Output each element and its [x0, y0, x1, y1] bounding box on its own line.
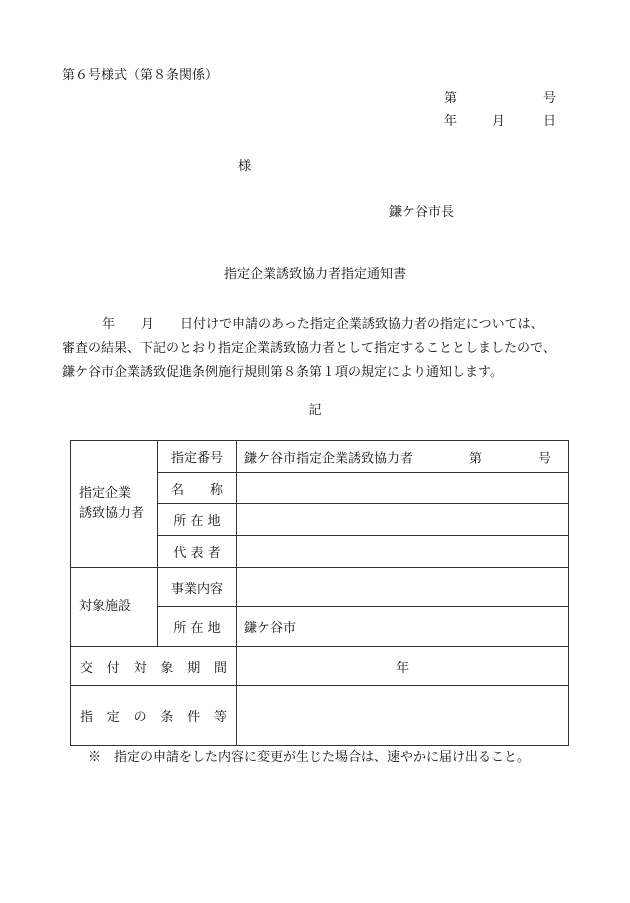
group-label-target-facility: 対象施設 [71, 568, 158, 647]
date-day: 日 [542, 114, 556, 129]
row-label-designation-number: 指定番号 [158, 441, 237, 473]
row-label-address: 所 在 地 [158, 504, 237, 536]
number-prefix: 第 [444, 91, 458, 106]
table-row [71, 647, 569, 686]
row-label-representative: 代 表 者 [158, 536, 237, 568]
row-label-business-content: 事業内容 [158, 568, 237, 607]
row-label-facility-address: 所 在 地 [158, 607, 237, 647]
business-content-value [237, 568, 569, 607]
body-line-1: 年 月 日付けで申請のあった指定企業誘致協力者の指定については、 [102, 317, 544, 332]
conditions-value [237, 686, 569, 746]
footnote: ※ 指定の申請をした内容に変更が生じた場合は、速やかに届け出ること。 [88, 750, 531, 765]
grant-period-value: 年 [237, 647, 569, 686]
table-row [71, 441, 569, 473]
body-line-3: 鎌ケ谷市企業誘致促進条例施行規則第８条第１項の規定により通知します。 [62, 365, 503, 380]
body-text [62, 313, 562, 385]
group-label-designated-cooperator: 指定企業 誘致協力者 [71, 441, 158, 568]
document-title: 指定企業誘致協力者指定通知書 [223, 267, 406, 282]
row-label-name: 名 称 [158, 473, 237, 504]
date-month: 月 [492, 114, 506, 129]
number-suffix: 号 [542, 91, 556, 106]
sender: 鎌ケ谷市長 [389, 205, 455, 220]
addressee: 様 [238, 159, 252, 174]
table-row [71, 568, 569, 607]
row-label-grant-period: 交 付 対 象 期 間 [71, 647, 237, 686]
facility-address-value: 鎌ケ谷市 [237, 607, 569, 647]
address-value [237, 504, 569, 536]
date-year: 年 [444, 114, 458, 129]
form-number: 第６号様式（第８条関係） [62, 68, 219, 83]
designation-table [70, 440, 569, 746]
table-row [71, 686, 569, 746]
representative-value [237, 536, 569, 568]
name-value [237, 473, 569, 504]
ki-marker: 記 [308, 403, 322, 418]
row-label-conditions: 指 定 の 条 件 等 [71, 686, 237, 746]
designation-number-value: 鎌ケ谷市指定企業誘致協力者 第 号 [237, 441, 569, 473]
body-line-2: 審査の結果、下記のとおり指定企業誘致協力者として指定することとしましたので、 [62, 341, 556, 356]
